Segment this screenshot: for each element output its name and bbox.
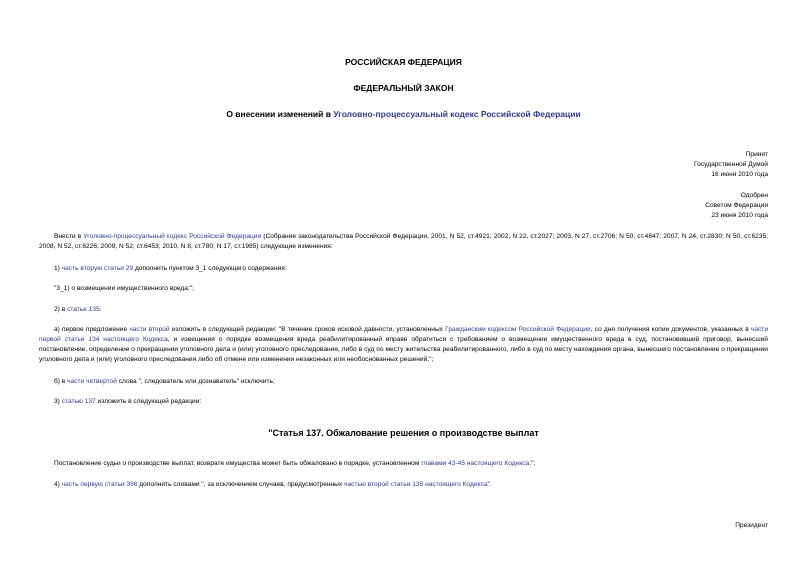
text: б) в xyxy=(54,378,68,385)
item-1 xyxy=(39,264,768,274)
law-title-prefix: О внесении изменений в xyxy=(226,109,334,119)
approval-block xyxy=(705,191,768,221)
approved-label: Одобрен xyxy=(740,192,768,199)
text: , со дня получения копии документов, указанных в xyxy=(590,326,751,333)
law-title xyxy=(0,109,807,119)
item-4 xyxy=(39,480,768,490)
approved-body: Советом Федерации xyxy=(705,202,768,209)
text: дополнить словами ", за исключением случаев, предусмотренных xyxy=(137,481,345,488)
signature-label: Президент xyxy=(735,522,768,529)
adoption-block xyxy=(694,150,768,180)
text: дополнить пунктом 3_1 следующего содержания: xyxy=(133,265,287,272)
article-135-link[interactable]: статье 135 xyxy=(67,306,100,313)
text: : xyxy=(99,306,102,313)
text: , и извещения о порядке возмещения вреда реабилитированный вправе обратиться с требованием о возмещении имущественного вреда в суд, постановивший приговор, вынесший постановление, определение о прекращении уголовного дела и (или) уголовного преследования, либо в суд по месту жительства реабилитированного, либо в суд по месту нахождения органа, вынесшего постановление о прекращении уголовного дела и (или) уголовного преследования либо об отмене или изменении незаконных или необоснованных решений."; xyxy=(39,336,768,363)
part-two-link[interactable]: части второй xyxy=(129,326,170,333)
quote-1: "3_1) о возмещении имущественного вреда;"; xyxy=(54,285,194,292)
chapters-link[interactable]: главами 43-45 настоящего Кодекса xyxy=(421,460,530,467)
article-134-link[interactable]: части первой статьи 134 настоящего Кодекса xyxy=(39,326,769,343)
item-3 xyxy=(39,397,768,407)
text: 1) xyxy=(54,265,62,272)
article-135-part-two-link[interactable]: частью второй статьи 135 настоящего Кодекса xyxy=(344,481,488,488)
law-type-heading: ФЕДЕРАЛЬНЫЙ ЗАКОН xyxy=(353,83,454,93)
intro-paragraph xyxy=(39,232,768,252)
text: ". xyxy=(487,481,492,488)
adopted-body: Государственной Думой xyxy=(694,161,768,168)
item-2b xyxy=(39,377,768,387)
country-heading: РОССИЙСКАЯ ФЕДЕРАЦИЯ xyxy=(345,57,462,67)
adopted-label: Принят xyxy=(745,151,768,158)
item-2a xyxy=(39,325,768,365)
article-29-link[interactable]: часть вторую статьи 29 xyxy=(61,265,134,272)
text: изложить в следующей редакции: xyxy=(95,398,202,405)
part-four-link[interactable]: части четвертой xyxy=(67,378,117,385)
text: слова ", следователь или дознаватель" исключить; xyxy=(116,378,275,385)
text: 2) в xyxy=(54,306,68,313)
article-text xyxy=(39,459,768,469)
code-link[interactable]: Уголовно-процессуальный кодекс Российской Федерации xyxy=(83,233,262,240)
article-heading: "Статья 137. Обжалование решения о производстве выплат xyxy=(268,428,539,438)
text: изложить в следующей редакции: "В течение сроков исковой давности, установленных xyxy=(169,326,446,333)
civil-code-link[interactable]: Гражданским кодексом Российской Федерации xyxy=(445,326,591,333)
article-396-link[interactable]: часть первую статьи 396 xyxy=(61,481,138,488)
text: (Собрание законодательства Российской Федерации, 2001, N 52, ст.4921; 2002, N 22, ст.2027; 2003, N 27, ст.2706; N 50, ст.4847; 2007, N 24, ст.2830; N 50, ст.6235; 2008, N 52, ст.6226; 2009, N 52, ст.6453; 2010, N 8, ст.780; N 17, ст.1985) следующие изменения: xyxy=(39,233,769,250)
item-2 xyxy=(39,305,768,315)
article-137-link[interactable]: статью 137 xyxy=(61,398,96,405)
text: Постановление судьи о производстве выплат, возврате имущества может быть обжаловано в порядке, установленном xyxy=(54,460,422,467)
text: а) первое предложение xyxy=(54,326,130,333)
law-title-link[interactable]: Уголовно-процессуальный кодекс Российской Федерации xyxy=(333,109,581,119)
text: 4) xyxy=(54,481,62,488)
text: 3) xyxy=(54,398,62,405)
adopted-date: 16 июня 2010 года xyxy=(711,171,768,178)
approved-date: 23 июня 2010 года xyxy=(711,212,768,219)
text: ."; xyxy=(529,460,536,467)
text: Внести в xyxy=(54,233,84,240)
